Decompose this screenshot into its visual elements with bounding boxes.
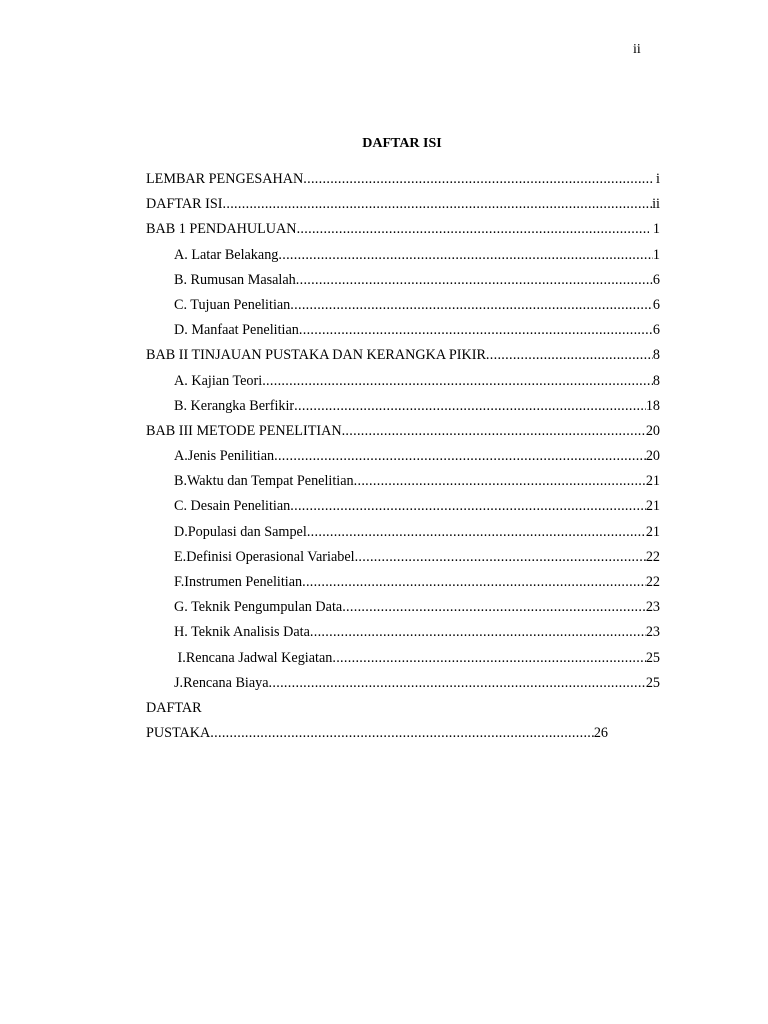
toc-entry-daftar-pustaka-line1: DAFTAR xyxy=(146,699,202,716)
toc-entry[interactable] xyxy=(146,246,660,271)
toc-leader-dots xyxy=(354,472,646,491)
toc-entry-page: 22 xyxy=(645,548,660,565)
toc-entry[interactable] xyxy=(146,271,660,296)
toc-entry-page: 23 xyxy=(645,624,660,641)
toc-entry-page: 21 xyxy=(645,473,660,490)
toc-entry-label: BAB 1 PENDAHULUAN xyxy=(146,221,297,238)
toc-leader-dots xyxy=(290,296,653,315)
toc-leader-dots xyxy=(223,195,653,214)
toc-entry[interactable] xyxy=(146,195,660,220)
toc-entry[interactable] xyxy=(146,497,660,522)
toc-entry[interactable] xyxy=(146,598,660,623)
toc-entry-page: 20 xyxy=(645,448,660,465)
toc-entry-page: 18 xyxy=(645,397,660,414)
toc-entry[interactable] xyxy=(146,548,660,573)
toc-entry-label: PUSTAKA xyxy=(146,725,211,742)
toc-entry-label: B. Rumusan Masalah xyxy=(174,271,296,288)
toc-leader-dots xyxy=(296,271,653,290)
toc-entry-label: DAFTAR ISI xyxy=(146,196,223,213)
toc-entry[interactable] xyxy=(146,447,660,472)
toc-entry-label: LEMBAR PENGESAHAN xyxy=(146,171,304,187)
toc-entry-label: A.Jenis Penilitian xyxy=(174,448,275,465)
toc-entry-label: C. Tujuan Penelitian xyxy=(174,296,291,313)
toc-entry[interactable] xyxy=(146,372,660,397)
toc-leader-dots xyxy=(342,422,646,441)
toc-leader-dots xyxy=(262,372,653,391)
toc-entry[interactable] xyxy=(146,472,660,497)
toc-entry-label: A. Latar Belakang xyxy=(174,246,279,263)
toc-leader-dots xyxy=(297,220,650,239)
toc-entry-page: 6 xyxy=(652,322,660,339)
toc-entry-page: 8 xyxy=(652,347,660,364)
toc-entry-daftar-pustaka[interactable] xyxy=(146,724,660,749)
toc-entry-page: 20 xyxy=(645,422,660,439)
toc-leader-dots xyxy=(299,321,653,340)
toc-entry[interactable] xyxy=(146,346,660,371)
toc-entry-label: I.Rencana Jadwal Kegiatan xyxy=(174,649,333,666)
toc-entry-label: J.Rencana Biaya xyxy=(174,674,269,691)
toc-entry-page: 26 xyxy=(593,725,608,742)
toc-leader-dots xyxy=(332,649,645,668)
toc-leader-dots xyxy=(342,598,646,617)
table-of-contents xyxy=(146,170,660,749)
toc-entry[interactable] xyxy=(146,523,660,548)
toc-entry-page: 21 xyxy=(645,523,660,540)
toc-leader-dots xyxy=(307,523,646,542)
toc-entry-page: 25 xyxy=(645,674,660,691)
toc-entry-page: 1 xyxy=(652,246,660,263)
toc-entry[interactable] xyxy=(146,649,660,674)
toc-leader-dots xyxy=(355,548,646,567)
page-title: DAFTAR ISI xyxy=(362,136,442,151)
toc-entry-label: G. Teknik Pengumpulan Data xyxy=(174,599,343,616)
toc-leader-dots xyxy=(290,497,646,516)
toc-leader-dots xyxy=(278,246,653,265)
toc-leader-dots xyxy=(303,170,652,189)
toc-entry[interactable] xyxy=(146,170,660,195)
toc-entry-label: BAB II TINJAUAN PUSTAKA DAN KERANGKA PIKIR xyxy=(146,347,486,364)
toc-leader-dots xyxy=(486,346,653,365)
toc-entry-page: 1 xyxy=(649,221,660,238)
toc-entry[interactable] xyxy=(146,573,660,598)
toc-entry-label: BAB III METODE PENELITIAN xyxy=(146,422,342,439)
toc-entry-label: B. Kerangka Berfikir xyxy=(174,397,295,414)
toc-leader-dots xyxy=(310,623,646,642)
toc-entry-page: ii xyxy=(652,196,660,213)
toc-entry[interactable] xyxy=(146,623,660,648)
toc-leader-dots xyxy=(269,674,646,693)
toc-entry-page: 8 xyxy=(652,372,660,389)
toc-entry[interactable] xyxy=(146,321,660,346)
page-number: ii xyxy=(633,42,641,57)
toc-entry-label: C. Desain Penelitian xyxy=(174,498,291,515)
toc-entry-page: 21 xyxy=(645,498,660,515)
toc-leader-dots xyxy=(210,724,594,743)
toc-entry-label: E.Definisi Operasional Variabel xyxy=(174,548,355,565)
toc-entry-page: 22 xyxy=(645,574,660,590)
toc-entry-label: A. Kajian Teori xyxy=(174,372,263,389)
toc-entry[interactable] xyxy=(146,397,660,422)
toc-leader-dots xyxy=(294,397,646,416)
toc-leader-dots xyxy=(302,573,646,592)
toc-entry[interactable] xyxy=(146,296,660,321)
toc-entry-page: 25 xyxy=(645,649,660,666)
toc-entry-label: D. Manfaat Penelitian xyxy=(174,322,299,339)
toc-entry[interactable] xyxy=(146,220,660,245)
toc-entry-label: H. Teknik Analisis Data xyxy=(174,624,310,641)
toc-entry-label: D.Populasi dan Sampel xyxy=(174,523,307,540)
toc-entry-page: i xyxy=(652,171,660,187)
toc-entry-page: 6 xyxy=(652,271,660,288)
toc-entry-label: B.Waktu dan Tempat Penelitian xyxy=(174,473,354,490)
toc-leader-dots xyxy=(274,447,646,466)
toc-entry-label: F.Instrumen Penelitian xyxy=(174,574,303,590)
toc-entry-page: 6 xyxy=(652,296,660,313)
toc-entry-page: 23 xyxy=(645,599,660,616)
toc-entry[interactable] xyxy=(146,422,660,447)
toc-entry[interactable] xyxy=(146,674,660,699)
